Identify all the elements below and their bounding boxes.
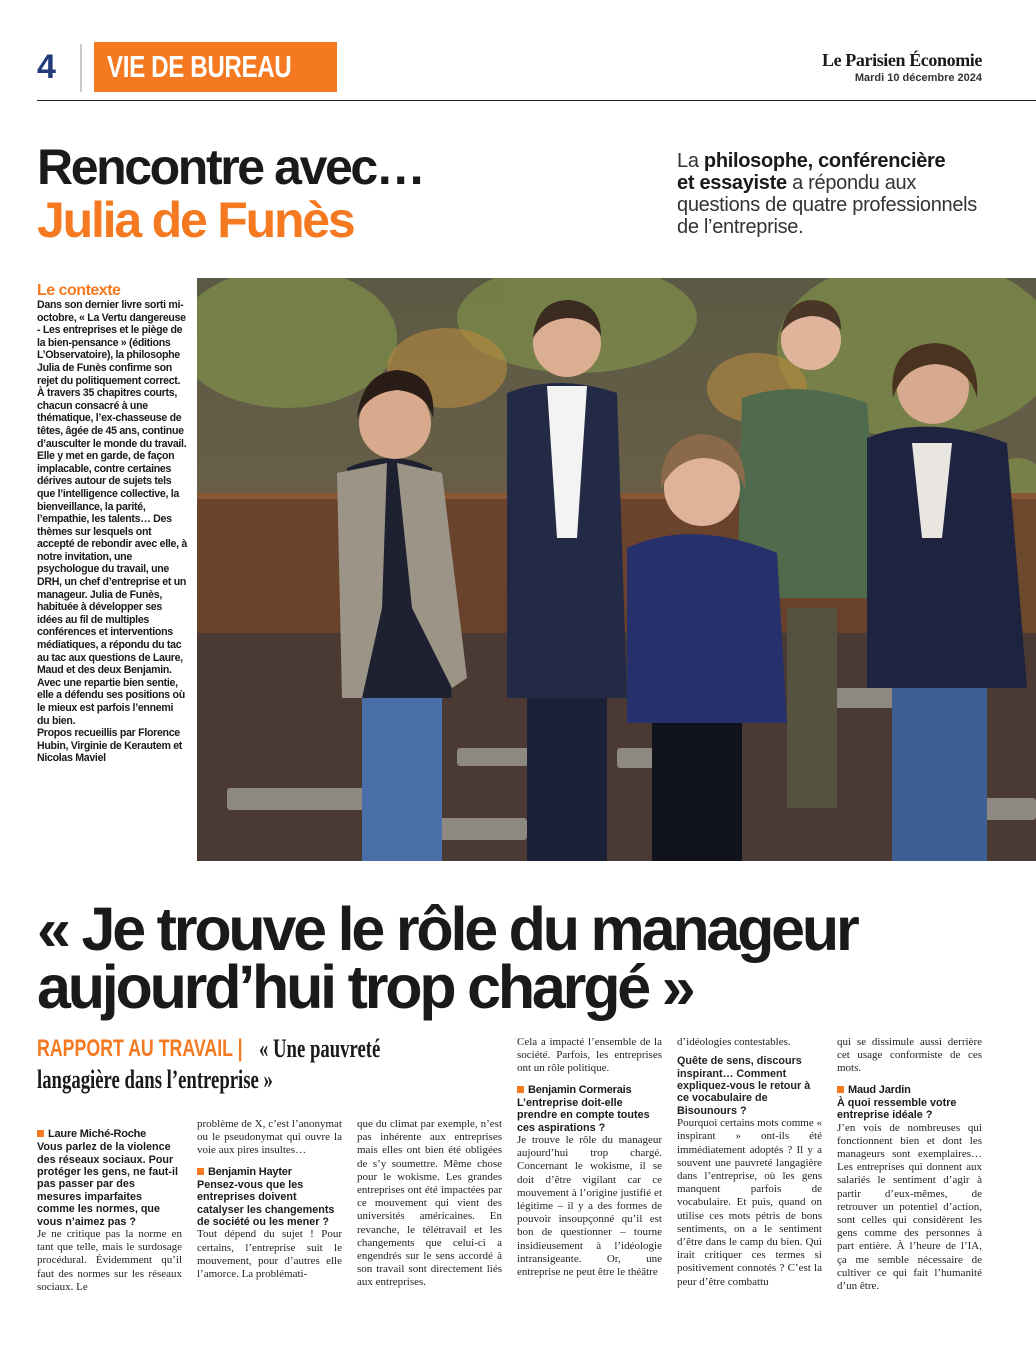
interview-answer: problème de X, c’est l’anonymat ou le pseudonymat qui ouvre la voie aux pires insultes… [197, 1118, 342, 1157]
standfirst-bold-2: et essayiste [677, 172, 787, 194]
article-column-5 [677, 1036, 822, 1289]
interview-answer: Cela a impacté l’ensemble de la société. Parfois, les entreprises ont un rôle politique. [517, 1036, 662, 1075]
standfirst [677, 150, 997, 238]
interview-question: Vous parlez de la violence des réseaux sociaux. Pour protéger les gens, ne faut-il pas passer par des mesures imparfaites comme les normes, que vous n’aimez pas ? [37, 1141, 178, 1228]
interview-answer: J’en vois de nombreuses qui fonctionnent bien et dont les manageurs sont exemplaires… Les entreprises qui donnent aux salariés le sentiment d’agir à partir d’eux-mêmes, de retrouver un potentiel d’action, sont celles qui considèrent les gens comme des personnes à part entière. À l’heure de l’IA, ça me semble nécessaire de cultiver ce qui fait l’humanité d’un être. [837, 1121, 982, 1293]
interview-question: Quête de sens, discours inspirant… Comment expliquez-vous le retour à ce vocabulaire de Bisounours ? [677, 1055, 811, 1117]
interview-answer: qui se dissimule aussi derrière cet usage conformiste de ces mots. [837, 1036, 982, 1075]
standfirst-text: La [677, 150, 704, 172]
interviewer-name: Benjamin Cormerais [517, 1084, 662, 1097]
subhead-kicker: RAPPORT AU TRAVAIL | [37, 1035, 243, 1062]
interview-answer: d’idéologies contestables. [677, 1036, 791, 1048]
headline-line-1: Rencontre avec… [37, 139, 424, 195]
page-number: 4 [37, 48, 56, 86]
context-title: Le contexte [37, 282, 121, 299]
interviewer-name: Laure Miché-Roche [37, 1128, 182, 1141]
interview-answer: Je trouve le rôle du manageur aujourd’hui trop chargé. Concernant le wokisme, il se doit d’être vigilant car ce mouvement à l’origine justifié et légitime – il y a des formes de pouvoir insoupçonné qu’il est bon de questionner – tourne insidieusement à l’idéologie intransigeante. Or, une entreprise ne peut être le théâtre [517, 1134, 662, 1279]
interview-question: À quoi ressemble votre entreprise idéale ? [837, 1096, 957, 1122]
interview-question: L’entreprise doit-elle prendre en compte toutes ces aspirations ? [517, 1096, 650, 1134]
standfirst-text-2: a répondu aux questions de quatre professionnels de l’entreprise. [677, 172, 978, 238]
article-column-3 [357, 1118, 502, 1290]
context-body: Dans son dernier livre sorti mi-octobre, « La Vertu dangereuse - Les entreprises et le piège de la bien-pensance » (éditions L’Observatoire), la philosophe Julia de Funès confirme son rejet du politiquement correct. À travers 35 chapitres courts, chacun consacré à une thématique, l’ex-chasseuse de têtes, âgée de 45 ans, continue d’ausculter le monde du travail. Elle y met en garde, de façon implacable, contre certaines dérives autour de sujets tels que l’intelligence collective, la bienveillance, la parité, l’empathie, les talents… Des thèmes sur lesquels ont accepté de rebondir avec elle, à notre invitation, une psychologue du travail, une DRH, un chef d’entreprise et un manageur. Julia de Funès, habituée à développer ses idées au fil de multiples conférences et interventions médiatiques, a répondu du tac au tac aux questions de Laure, Maud et des deux Benjamin. Avec une repartie bien sentie, elle a défendu ses positions où le mieux est parfois l’ennemi du bien. Propos recueillis par Florence Hubin, Virginie de Kerautem et Nicolas Maviel [37, 299, 187, 765]
interview-answer: que du climat par exemple, n’est pas inhérente aux entreprises mais elles ont bien été obligées de s’y soumettre. Même chose pour le wokisme. Les grandes entreprises ont été impactées par ce mouvement qui vient des universités américaines. En revanche, le télétravail et les changements que celui-ci a engendrés sur le sens accordé à son travail sont directement liés aux entreprises. [357, 1118, 502, 1289]
header-divider [80, 44, 82, 92]
issue-date: Mardi 10 décembre 2024 [854, 72, 982, 84]
header-rule [37, 100, 1036, 101]
subhead [37, 1034, 497, 1096]
article-column-2 [197, 1118, 342, 1281]
section-banner [94, 42, 337, 92]
brand-logo: Le Parisien Économie [822, 50, 982, 70]
brand-block [822, 50, 982, 84]
article-column-1 [37, 1120, 182, 1294]
pull-quote-line-2: aujourd’hui trop chargé » [37, 953, 693, 1021]
interview-answer: Tout dépend du sujet ! Pour certains, l’entreprise suit le mouvement, pour d’autres elle l’amorce. La problémati- [197, 1228, 342, 1281]
interview-question: Pensez-vous que les entreprises doivent catalyser les changements de société ou les mener ? [197, 1178, 335, 1229]
interview-answer: Je ne critique pas la norme en tant que telle, mais le surdosage procédural. Évidemment qu’il faut des normes sur les réseaux sociaux. Le [37, 1228, 182, 1293]
article-column-4 [517, 1036, 662, 1279]
article-column-6 [837, 1036, 982, 1293]
subhead-deck-2: langagière dans l’entreprise » [37, 1065, 273, 1094]
subhead-deck-1: « Une pauvreté [259, 1034, 381, 1063]
group-photo [197, 278, 1036, 861]
group-photo-illustration [197, 278, 1036, 861]
headline-line-2: Julia de Funès [37, 192, 354, 248]
pull-quote [37, 895, 857, 1021]
interviewer-name: Benjamin Hayter [197, 1166, 342, 1179]
standfirst-bold: philosophe, conférencière [703, 150, 946, 172]
interview-answer: Pourquoi certains mots comme « inspirant » ont-ils été immédiatement adoptés ? Il y a souvent une pauvreté langagière dans l’entreprise, où les gens manquent parfois de vocabulaire. Et puis, quand on utilise ces mots pétris de bons sentiments, on a le sentiment d’être dans le camp du bien. Qui irait critiquer ces termes si positivement connotés ? C’est la peur d’être combattu [677, 1117, 822, 1288]
pull-quote-line-1: « Je trouve le rôle du manageur [37, 895, 857, 963]
context-sidebar [37, 282, 187, 765]
interviewer-name: Maud Jardin [837, 1084, 982, 1097]
section-label: VIE DE BUREAU [107, 49, 292, 84]
